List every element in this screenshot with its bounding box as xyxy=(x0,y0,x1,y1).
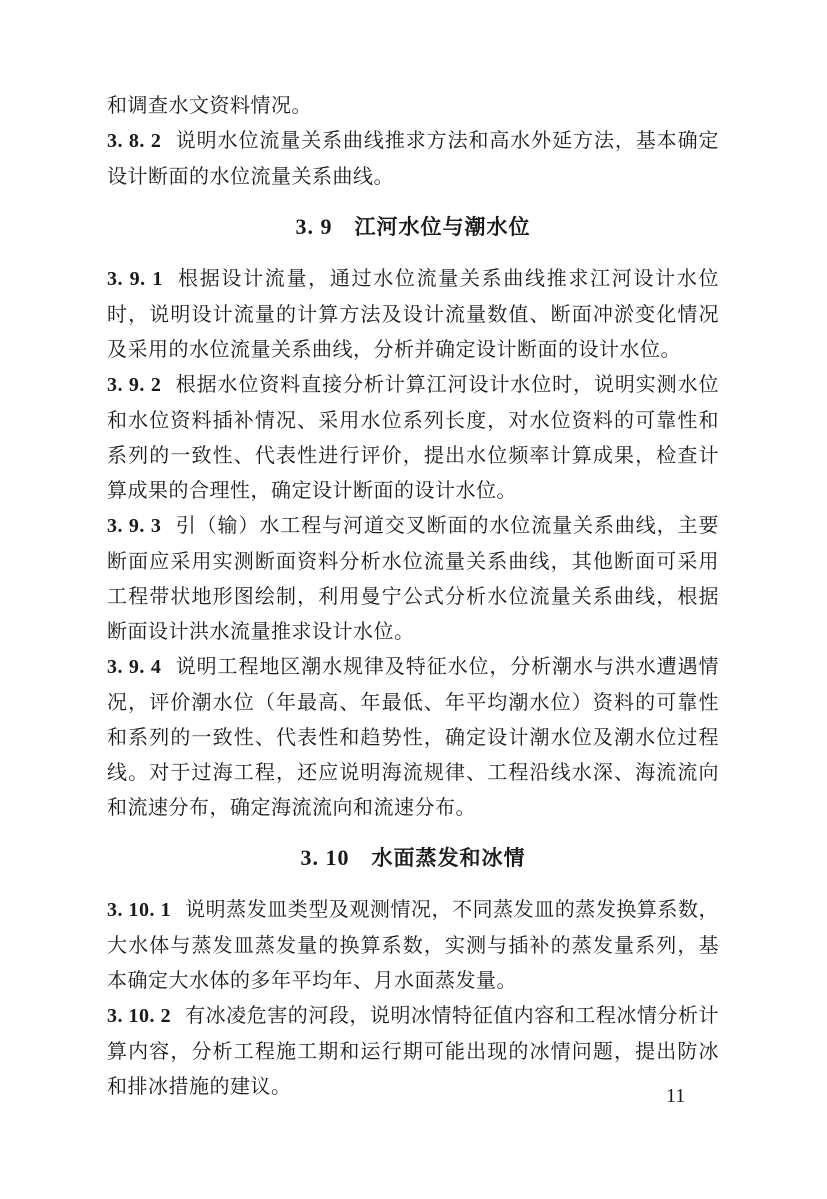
section-number: 3. 10 xyxy=(300,845,350,870)
clause-number: 3. 10. 1 xyxy=(107,899,172,921)
section-heading-3-10 xyxy=(107,844,719,872)
clause-text: 根据水位资料直接分析计算江河设计水位时，说明实测水位和水位资料插补情况、采用水位系列长度，对水位资料的可靠性和系列的一致性、代表性进行评价，提出水位频率计算成果，检查计算成果的合理性，确定设计断面的设计水位。 xyxy=(107,372,720,502)
clause-number: 3. 10. 2 xyxy=(107,1005,172,1027)
page-number: 11 xyxy=(666,1085,686,1107)
clause-3-10-1 xyxy=(107,892,719,998)
clause-text: 有冰凌危害的河段，说明冰情特征值内容和工程冰情分析计算内容，分析工程施工期和运行期可能出现的冰情问题，提出防冰和排冰措施的建议。 xyxy=(107,1003,720,1098)
clause-number: 3. 8. 2 xyxy=(107,130,162,152)
document-page xyxy=(107,88,719,1104)
clause-number: 3. 9. 2 xyxy=(107,374,162,396)
clause-text: 根据设计流量，通过水位流量关系曲线推求江河设计水位时，说明设计流量的计算方法及设计流量数值、断面冲淤变化情况及采用的水位流量关系曲线，分析并确定设计断面的设计水位。 xyxy=(107,266,720,361)
clause-number: 3. 9. 4 xyxy=(107,656,162,678)
clause-number: 3. 9. 3 xyxy=(107,515,162,537)
clause-number: 3. 9. 1 xyxy=(107,268,163,290)
clause-text: 引（输）水工程与河道交叉断面的水位流量关系曲线，主要断面应采用实测断面资料分析水位流量关系曲线，其他断面可采用工程带状地形图绘制，利用曼宁公式分析水位流量关系曲线，根据断面设计洪水流量推求设计水位。 xyxy=(107,513,720,643)
clause-text: 说明工程地区潮水规律及特征水位，分析潮水与洪水遭遇情况，评价潮水位（年最高、年最低、年平均潮水位）资料的可靠性和系列的一致性、代表性和趋势性，确定设计潮水位及潮水位过程线。对于过海工程，还应说明海流规律、工程沿线水深、海流流向和流速分布，确定海流流向和流速分布。 xyxy=(107,654,720,819)
section-title: 江河水位与潮水位 xyxy=(354,215,531,239)
clause-3-8-2 xyxy=(107,123,719,194)
clause-3-9-1 xyxy=(107,261,719,367)
clause-3-9-4 xyxy=(107,649,719,825)
intro-paragraph: 和调查水文资料情况。 xyxy=(107,93,312,117)
clause-3-10-2 xyxy=(107,998,719,1104)
clause-text: 说明水位流量关系曲线推求方法和高水外延方法，基本确定设计断面的水位流量关系曲线。 xyxy=(107,128,720,188)
clause-text: 说明蒸发皿类型及观测情况，不同蒸发皿的蒸发换算系数，大水体与蒸发皿蒸发量的换算系数，实测与插补的蒸发量系列，基本确定大水体的多年平均年、月水面蒸发量。 xyxy=(107,897,720,992)
section-title: 水面蒸发和冰情 xyxy=(371,846,526,870)
clause-3-9-2 xyxy=(107,367,719,508)
clause-3-9-3 xyxy=(107,508,719,649)
section-heading-3-9 xyxy=(107,213,719,241)
section-number: 3. 9 xyxy=(295,214,333,239)
